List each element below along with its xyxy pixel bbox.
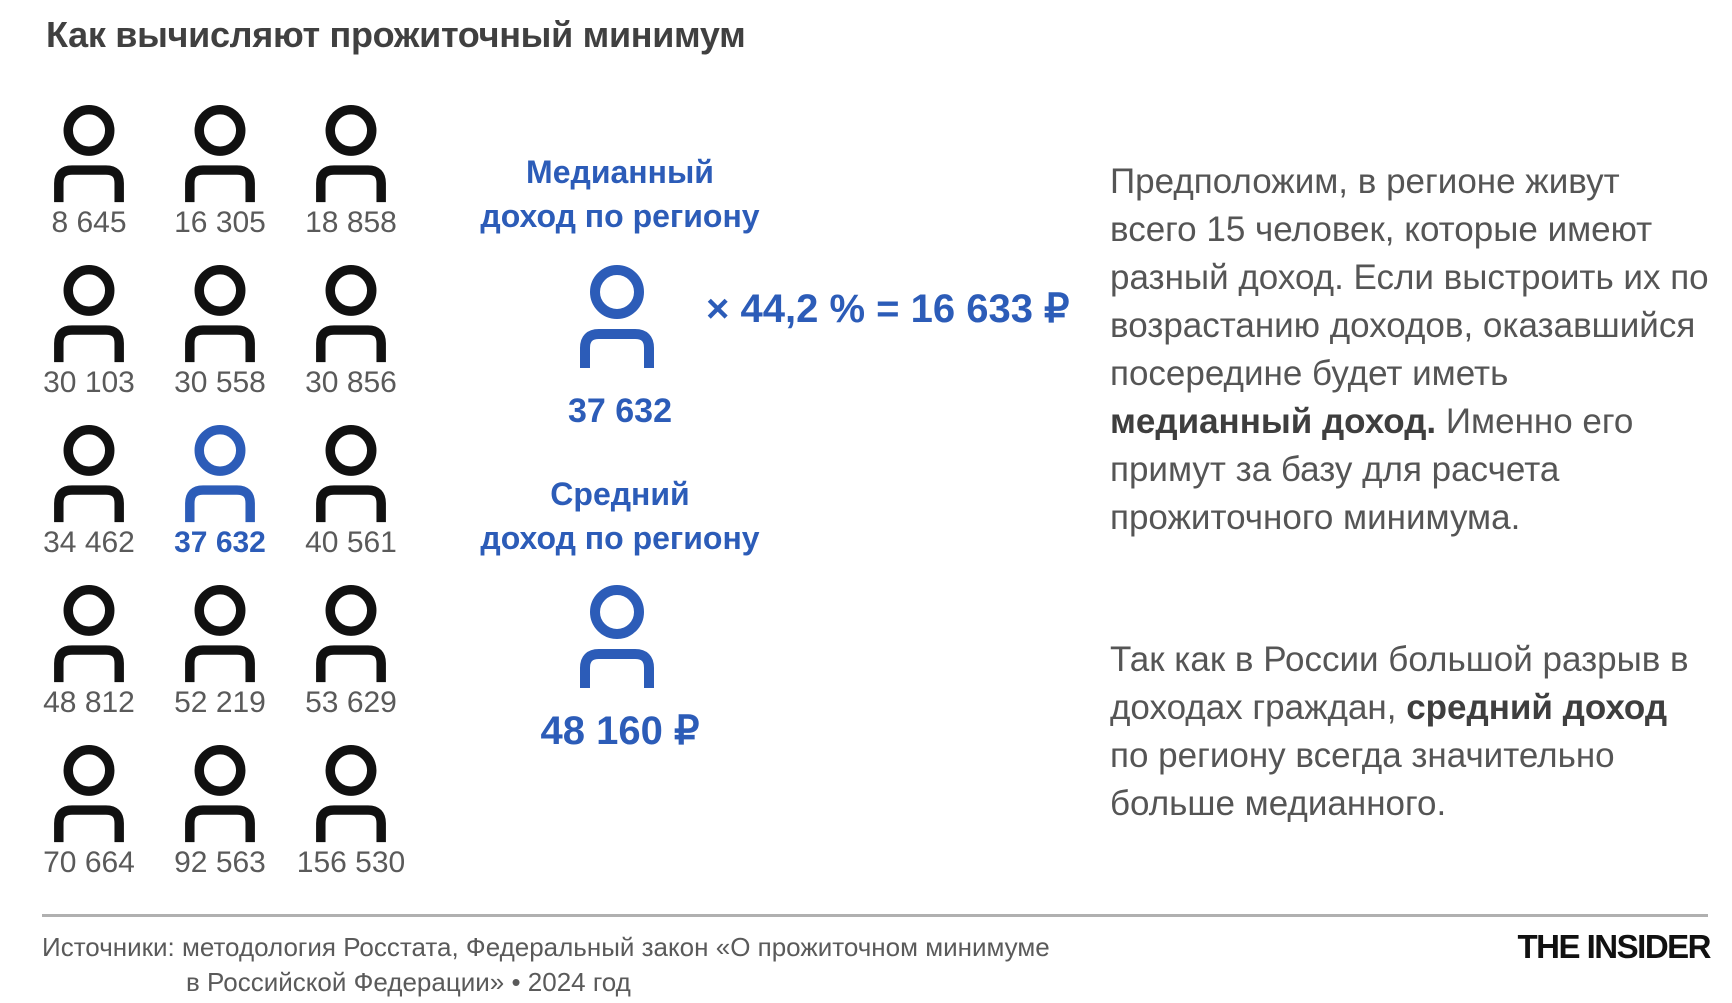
person-income-label: 30 103 xyxy=(43,366,135,399)
median-person-icon xyxy=(578,264,656,370)
person xyxy=(286,424,416,574)
page-title: Как вычисляют прожиточный минимум xyxy=(46,14,746,55)
person-icon xyxy=(50,584,128,684)
person-income-label: 34 462 xyxy=(43,526,135,559)
source-line-2: в Российской Федерации» • 2024 год xyxy=(186,967,631,997)
person-income-label: 70 664 xyxy=(43,846,135,879)
person-icon xyxy=(312,744,390,844)
source-note xyxy=(42,930,1050,1000)
person xyxy=(286,744,416,894)
person-income-label: 92 563 xyxy=(174,846,266,879)
person xyxy=(24,744,154,894)
person-income-label: 156 530 xyxy=(296,846,406,879)
average-heading-line1: Средний xyxy=(550,476,690,512)
explanation-p1-text: Предположим, в регионе живут всего 15 человек, которые имеют разный доход. Если выстроить их по возрастанию доходов, оказавшийся посередине будет иметь xyxy=(1110,162,1709,393)
person-icon xyxy=(312,584,390,684)
average-person-icon xyxy=(578,584,656,690)
person-icon xyxy=(312,424,390,524)
median-heading-line1: Медианный xyxy=(526,154,714,190)
person-income-label: 52 219 xyxy=(174,686,266,719)
person-icon xyxy=(50,264,128,364)
person xyxy=(155,584,285,734)
person-income-label: 40 561 xyxy=(305,526,397,559)
person-income-label: 48 812 xyxy=(43,686,135,719)
person-income-label: 18 858 xyxy=(305,206,397,239)
average-value: 48 160 ₽ xyxy=(540,709,700,753)
explanation-paragraph-1 xyxy=(1110,158,1710,542)
person xyxy=(286,264,416,414)
person-icon xyxy=(181,104,259,204)
person xyxy=(155,264,285,414)
person-icon xyxy=(50,744,128,844)
explanation-p1-end: Именно его примут за базу для расчета прожиточного минимума. xyxy=(1110,402,1634,537)
median-formula: × 44,2 % = 16 633 ₽ xyxy=(706,287,1070,331)
person-income-label: 30 558 xyxy=(174,366,266,399)
person-icon xyxy=(181,744,259,844)
average-heading-line2: доход по региону xyxy=(480,520,760,556)
brand-logo: THE INSIDER xyxy=(1517,928,1710,965)
median-heading-line2: доход по региону xyxy=(480,198,760,234)
person xyxy=(286,104,416,254)
person xyxy=(24,584,154,734)
explanation-p2-text: Так как в России большой разрыв в доходах граждан, xyxy=(1110,640,1689,727)
footer-divider xyxy=(42,914,1708,917)
median-heading xyxy=(440,150,800,238)
person-icon xyxy=(50,424,128,524)
explanation-paragraph-2 xyxy=(1110,636,1710,828)
person-income-label: 16 305 xyxy=(174,206,266,239)
person-income-label: 8 645 xyxy=(51,206,127,239)
person-icon xyxy=(181,584,259,684)
explanation-p2-end: по региону всегда значительно больше медианного. xyxy=(1110,736,1615,823)
person-icon xyxy=(181,264,259,364)
person-icon xyxy=(312,104,390,204)
person-income-label: 30 856 xyxy=(305,366,397,399)
person xyxy=(286,584,416,734)
explanation-p1-bold: медианный доход. xyxy=(1110,402,1437,441)
person xyxy=(24,424,154,574)
source-line-1: Источники: методология Росстата, Федеральный закон «О прожиточном минимуме xyxy=(42,932,1050,962)
median-value: 37 632 xyxy=(568,392,672,430)
person xyxy=(24,104,154,254)
explanation-p2-bold: средний доход xyxy=(1406,688,1668,727)
person-median xyxy=(155,424,285,574)
person xyxy=(155,104,285,254)
person-icon xyxy=(50,104,128,204)
person-income-label: 53 629 xyxy=(305,686,397,719)
person-icon xyxy=(181,424,259,524)
person xyxy=(24,264,154,414)
average-heading xyxy=(440,472,800,560)
person-icon xyxy=(312,264,390,364)
person xyxy=(155,744,285,894)
person-income-label: 37 632 xyxy=(174,526,266,559)
